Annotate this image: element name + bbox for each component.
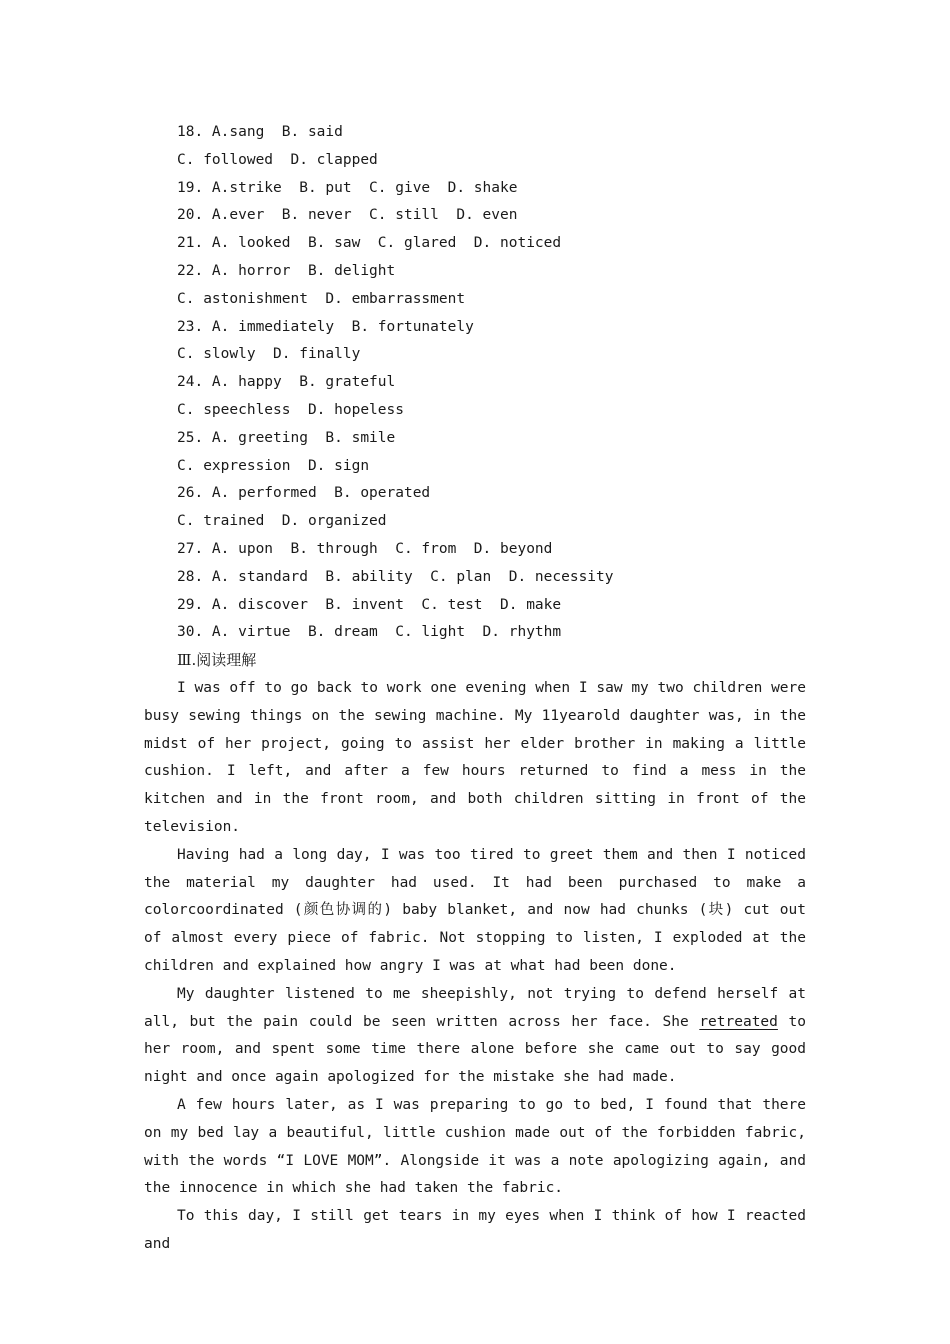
option-line-19: 19. A.strike B. put C. give D. shake <box>177 179 518 196</box>
passage-paragraph-4: A few hours later, as I was preparing to go to bed, I found that there on my bed lay a beautiful, little cushion made out of the forbidden fabric, with the words “I LOVE MOM”. Alongside it was a note apologizing again, and the innocence in which she had taken the fabric. <box>144 1096 806 1197</box>
option-line-23: 23. A. immediately B. fortunately <box>177 318 474 335</box>
option-line-30: 30. A. virtue B. dream C. light D. rhythm <box>177 624 562 641</box>
paragraph-3-text-before: My daughter listened to me sheepishly, not trying to defend herself at all, but the pain could be seen written across her face. She <box>144 985 806 1030</box>
option-line-27: 27. A. upon B. through C. from D. beyond <box>177 540 553 557</box>
option-line-22-cd: C. astonishment D. embarrassment <box>177 290 466 307</box>
option-line-24-cd: C. speechless D. hopeless <box>177 401 404 418</box>
option-line-28: 28. A. standard B. ability C. plan D. necessity <box>177 568 614 585</box>
passage-paragraph-2: Having had a long day, I was too tired to greet them and then I noticed the material my daughter had used. It had been purchased to make a colorcoordinated (颜色协调的) baby blanket, and now had chunks (块) cut out of almost every piece of fabric. Not stopping to listen, I exploded at the children and explained how angry I was at what had been done. <box>144 846 806 974</box>
option-line-20: 20. A.ever B. never C. still D. even <box>177 207 518 224</box>
option-line-26: 26. A. performed B. operated <box>177 485 431 502</box>
option-line-21: 21. A. looked B. saw C. glared D. noticed <box>177 235 562 252</box>
option-line-29: 29. A. discover B. invent C. test D. make <box>177 596 562 613</box>
passage-paragraph-3 <box>144 981 806 1092</box>
option-line-18-cd: C. followed D. clapped <box>177 151 378 168</box>
underlined-word-retreated: retreated <box>699 1013 778 1030</box>
passage-paragraph-5: To this day, I still get tears in my eyes when I think of how I reacted and <box>144 1208 806 1252</box>
option-line-18: 18. A.sang B. said <box>177 124 343 140</box>
paragraph-3-text-after: to her room, and spent some time there alone before she came out to say good night and once again apologized for the mistake she had made. <box>144 1013 806 1086</box>
option-line-25-cd: C. expression D. sign <box>177 457 370 474</box>
section-heading-reading: Ⅲ.阅读理解 <box>177 651 257 669</box>
passage-paragraph-1: I was off to go back to work one evening when I saw my two children were busy sewing things on the sewing machine. My 11yearold daughter was, in the midst of her project, going to assist her elder brother in making a little cushion. I left, and after a few hours returned to find a mess in the kitchen and in the front room, and both children sitting in front of the television. <box>144 680 806 835</box>
option-line-24: 24. A. happy B. grateful <box>177 374 396 391</box>
option-line-22: 22. A. horror B. delight <box>177 262 396 279</box>
reading-passage <box>144 675 806 1259</box>
answer-options-list <box>177 119 817 647</box>
option-line-26-cd: C. trained D. organized <box>177 513 387 530</box>
option-line-25: 25. A. greeting B. smile <box>177 429 396 446</box>
option-line-23-cd: C. slowly D. finally <box>177 346 361 363</box>
